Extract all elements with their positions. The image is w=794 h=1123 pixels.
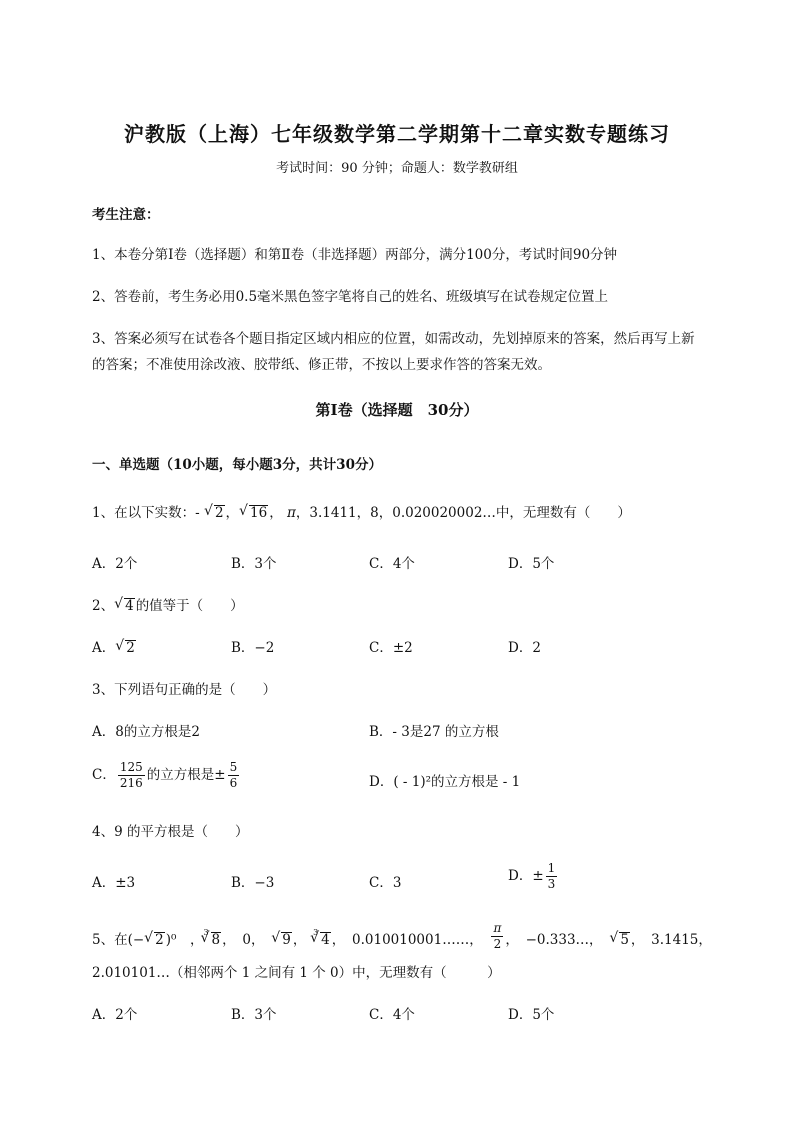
sqrt-symbol: √ 2 — [116, 640, 136, 656]
page-title: 沪教版（上海）七年级数学第二学期第十二章实数专题练习 — [124, 122, 670, 146]
notice-item-3-line2: 的答案；不准使用涂改液、胶带纸、修正带，不按以上要求作答的答案无效。 — [92, 357, 551, 373]
fraction: $\frac{1}{3}$ — [547, 861, 556, 891]
fraction: $\frac{125}{216}$ — [119, 760, 143, 790]
fraction: $\frac{\pi}{2}$ — [493, 921, 502, 951]
question-5-line2: 2.010101…（相邻两个 1 之间有 1 个 0）中，无理数有（ ） — [92, 965, 501, 981]
q3-option-a[interactable]: A．8的立方根是2 — [92, 724, 200, 740]
q5-exp: )⁰ ， — [165, 932, 204, 948]
q3-option-d[interactable]: D．( - 1)²的立方根是 - 1 — [369, 774, 521, 790]
q5-option-a[interactable]: A．2个 — [92, 1007, 138, 1023]
question-5-line1 — [92, 921, 712, 956]
q5-option-d[interactable]: D．5个 — [508, 1007, 555, 1023]
sqrt-symbol: √ 9 — [272, 932, 292, 948]
q5-prefix: 5、在(− — [92, 932, 145, 948]
sqrt-symbol: √ 2 — [205, 505, 225, 521]
q3-c-mid: 的立方根是± — [146, 767, 226, 783]
q5-option-b[interactable]: B．3个 — [231, 1007, 277, 1023]
q4-d-label: D．± — [508, 868, 544, 884]
q5-mid: ， 0， — [222, 932, 272, 948]
notice-heading: 考生注意： — [92, 207, 160, 223]
q1-option-b[interactable]: B．3个 — [231, 556, 277, 572]
q3-c-label: C． — [92, 767, 116, 783]
question-1 — [92, 501, 631, 521]
question-2 — [92, 594, 244, 614]
q4-option-d[interactable] — [508, 861, 559, 892]
cube-root-symbol: √ 4 — [311, 932, 331, 948]
q5-option-c[interactable]: C．4个 — [369, 1007, 415, 1023]
cube-root-index: 3 — [313, 928, 319, 937]
q2-option-b[interactable]: B．−2 — [231, 640, 275, 656]
q1-option-c[interactable]: C．4个 — [369, 556, 415, 572]
q3-option-c[interactable] — [92, 760, 241, 791]
q1-prefix: 1、在以下实数：- — [92, 505, 204, 521]
q2-prefix: 2、 — [92, 598, 115, 614]
q2-option-c[interactable]: C．±2 — [369, 640, 413, 656]
section-title: 第Ⅰ卷（选择题 30分） — [315, 401, 479, 419]
notice-item-1: 1、本卷分第Ⅰ卷（选择题）和第Ⅱ卷（非选择题）两部分，满分100分，考试时间90分钟 — [92, 247, 618, 263]
q2-a-label: A． — [92, 640, 116, 656]
cube-root-index: 3 — [203, 928, 209, 937]
q1-rest: ，3.1411，8，0.020020002…中，无理数有（ ） — [295, 505, 631, 521]
exam-subtitle: 考试时间：90 分钟；命题人：数学教研组 — [276, 161, 518, 176]
q4-option-a[interactable]: A．±3 — [92, 875, 136, 891]
q3-option-b[interactable]: B．- 3是27 的立方根 — [369, 724, 499, 740]
sqrt-symbol: √ 4 — [115, 598, 135, 614]
q2-rest: 的值等于（ ） — [135, 598, 244, 614]
pi-symbol: π — [287, 505, 296, 521]
q1-option-d[interactable]: D．5个 — [508, 556, 555, 572]
question-3: 3、下列语句正确的是（ ） — [92, 682, 277, 698]
sqrt-symbol: √ 2 — [145, 932, 165, 948]
q5-mid: ， −0.333…， — [505, 932, 610, 948]
cube-root-symbol: √ 8 — [202, 932, 222, 948]
q1-sep: ， — [225, 505, 240, 521]
fraction: $\frac{5}{6}$ — [229, 760, 238, 790]
sqrt-symbol: √ 5 — [610, 932, 630, 948]
q2-option-d[interactable]: D．2 — [508, 640, 541, 656]
q4-option-c[interactable]: C．3 — [369, 875, 402, 891]
part-heading: 一、单选题（10小题，每小题3分，共计30分） — [92, 457, 382, 473]
q5-mid: ， 0.010010001……， — [331, 932, 490, 948]
notice-item-3-line1: 3、答案必须写在试卷各个题目指定区域内相应的位置，如需改动，先划掉原来的答案，然后再写上新 — [92, 331, 695, 347]
q4-option-b[interactable]: B．−3 — [231, 875, 275, 891]
q2-option-a[interactable] — [92, 636, 137, 656]
question-4: 4、9 的平方根是（ ） — [92, 824, 249, 840]
sqrt-symbol: √ 16 — [240, 505, 268, 521]
notice-item-2: 2、答卷前，考生务必用0.5毫米黑色签字笔将自己的姓名、班级填写在试卷规定位置上 — [92, 289, 609, 305]
q5-mid: ， 3.1415， — [630, 932, 712, 948]
q1-option-a[interactable]: A．2个 — [92, 556, 138, 572]
q5-mid: ， — [292, 932, 314, 948]
q1-sep: ， — [269, 505, 283, 521]
